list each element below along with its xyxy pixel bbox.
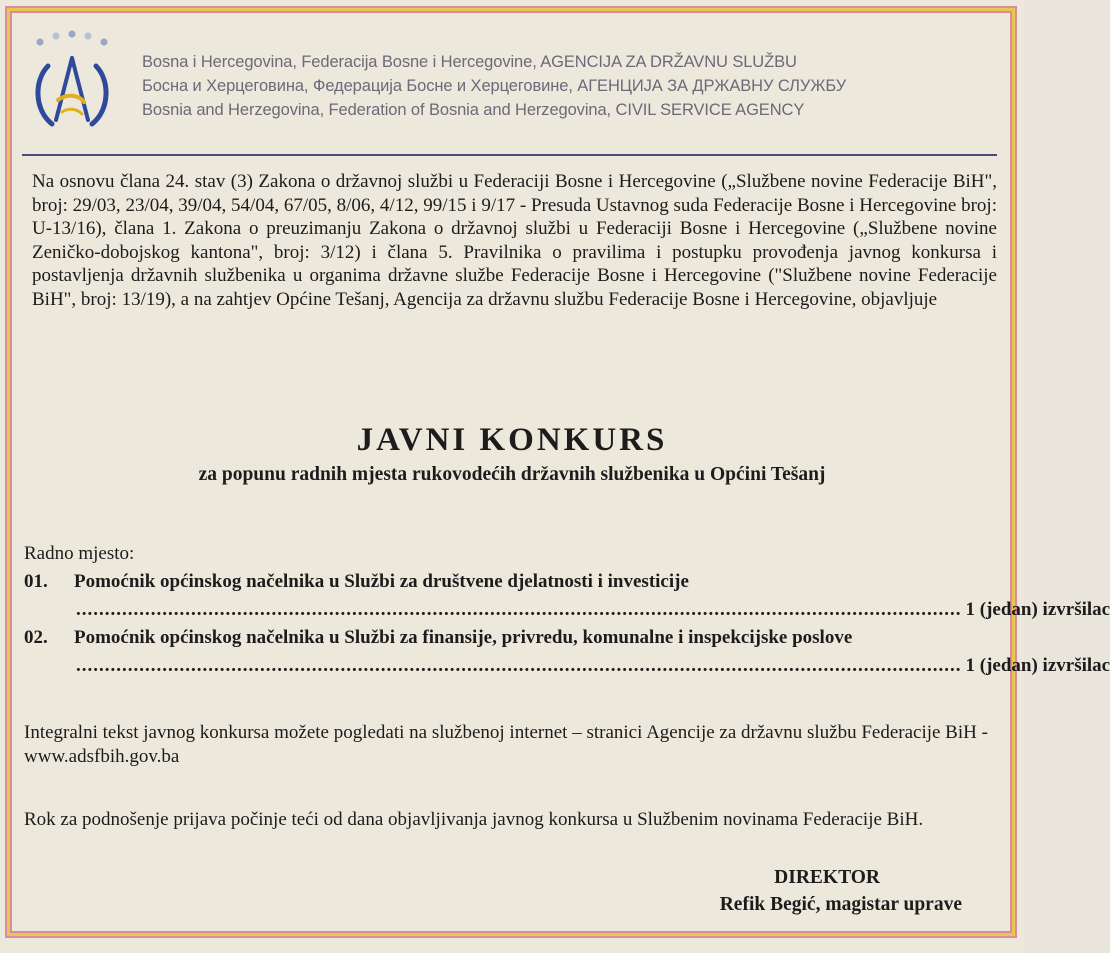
full-text-info-paragraph: Integralni tekst javnog konkursa možete pogledati na službenoj internet – stranici Agencije za državnu službu Federacije BiH - www.adsfbih.gov.ba: [24, 722, 988, 767]
agency-name-cyrillic: Босна и Херцеговина, Федерација Босне и Херцеговине, АГЕНЦИЈА ЗА ДРЖАВНУ СЛУЖБУ: [142, 77, 847, 95]
position-title: Pomoćnik općinskog načelnika u Službi za društvene djelatnosti i investicije: [74, 571, 689, 592]
position-number: 02.: [24, 627, 48, 648]
dot-leader: ..........................................................................................................................................................: [76, 655, 962, 676]
signature-block: [720, 864, 962, 918]
signature-role: DIREKTOR: [774, 867, 880, 888]
position-count-row: [24, 652, 1110, 680]
agency-name-block: [142, 50, 1002, 122]
position-count: 1 (jedan) izvršilac: [965, 655, 1110, 676]
position-number: 01.: [24, 571, 48, 592]
position-title: Pomoćnik općinskog načelnika u Službi za finansije, privredu, komunalne i inspekcijske poslove: [74, 627, 853, 648]
deadline-paragraph: Rok za podnošenje prijava počinje teći od dana objavljivanja javnog konkursa u Službenim novinama Federacije BiH.: [24, 809, 924, 830]
agency-header: [22, 22, 997, 162]
announcement-subtitle: za popunu radnih mjesta rukovodećih državnih službenika u Općini Tešanj: [198, 464, 826, 485]
signature-name: Refik Begić, magistar uprave: [719, 894, 962, 915]
position-count: 1 (jedan) izvršilac: [965, 599, 1110, 620]
legal-basis-paragraph: Na osnovu člana 24. stav (3) Zakona o državnoj službi u Federaciji Bosne i Hercegovine („Službene novine Federacije BiH", broj: 29/03, 23/04, 39/04, 54/04, 67/05, 8/06, 4/12, 99/15 i 9/17 - Presuda Ustavnog suda Federacije Bosne i Hercegovine broj: U-13/16), člana 1. Zakona o preuzimanju Zakona o državnoj službi u Federaciji Bosne i Hercegovine („Službene novine Zeničko-dobojskog kantona", broj: 3/12) i člana 5. Pravilnika o pravilima i postupku provođenja javnog konkursa i postavljenja državnih službenika u organima državne službe Federacije Bosne i Hercegovine ("Službene novine Federacije BiH", broj: 13/19), a na zahtjev Općine Tešanj, Agencija za državnu službu Federacije Bosne i Hercegovine, objavljuje: [32, 171, 997, 310]
position-item: [24, 624, 999, 652]
agency-name-english: Bosnia and Herzegovina, Federation of Bosnia and Herzegovina, CIVIL SERVICE AGENCY: [142, 101, 805, 119]
positions-list: [24, 540, 1110, 680]
agency-name-latin: Bosna i Hercegovina, Federacija Bosne i Hercegovine, AGENCIJA ZA DRŽAVNU SLUŽBU: [142, 53, 797, 71]
dot-leader: ..........................................................................................................................................................: [76, 599, 962, 620]
positions-label: Radno mjesto:: [24, 543, 135, 564]
position-item: [24, 568, 999, 596]
agency-logo-icon: [26, 28, 118, 138]
position-count-row: [24, 596, 1110, 624]
header-divider: [22, 154, 997, 156]
announcement-title: JAVNI KONKURS: [356, 422, 668, 458]
